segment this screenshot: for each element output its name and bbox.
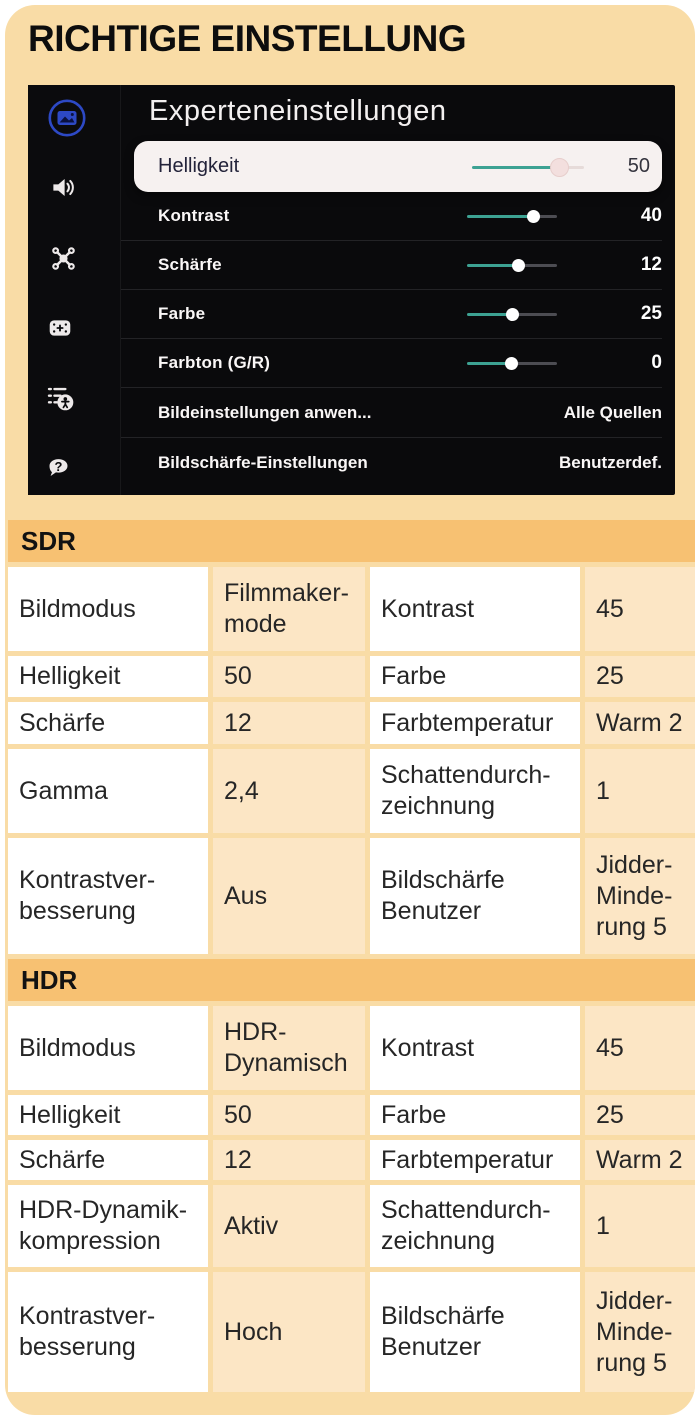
tv-sidebar bbox=[28, 85, 121, 495]
table-cell-label: Kontrast bbox=[370, 1006, 580, 1090]
table-cell-label: HDR-Dynamik-kompression bbox=[8, 1185, 208, 1267]
table-cell-label: Farbtemperatur bbox=[370, 702, 580, 744]
table-cell-label: Bildmodus bbox=[8, 567, 208, 651]
display-focus-icon[interactable] bbox=[47, 315, 73, 346]
table-section-header-hdr: HDR bbox=[8, 959, 695, 1001]
slider-track[interactable] bbox=[467, 257, 557, 273]
menu-item-row[interactable] bbox=[121, 387, 662, 437]
svg-text:?: ? bbox=[54, 458, 63, 474]
slider-value: 25 bbox=[640, 303, 662, 324]
table-cell-value: 25 bbox=[585, 656, 695, 697]
slider-label: Farbton (G/R) bbox=[158, 353, 271, 372]
table-cell-value: Warm 2 bbox=[585, 702, 695, 744]
table-cell-label: Kontrastver-besserung bbox=[8, 838, 208, 954]
table-cell-value: 2,4 bbox=[213, 749, 365, 833]
table-cell-value: 1 bbox=[585, 1185, 695, 1267]
page-title: RICHTIGE EINSTELLUNG bbox=[28, 18, 467, 59]
table-cell-label: Helligkeit bbox=[8, 1095, 208, 1135]
slider-track[interactable] bbox=[472, 157, 584, 177]
tv-settings-screenshot bbox=[28, 85, 675, 495]
table-cell-value: 50 bbox=[213, 1095, 365, 1135]
table-cell-value: HDR-Dynamisch bbox=[213, 1006, 365, 1090]
table-cell-label: Schattendurch-zeichnung bbox=[370, 1185, 580, 1267]
table-cell-label: Schärfe bbox=[8, 702, 208, 744]
table-cell-value: 45 bbox=[585, 1006, 695, 1090]
table-cell-value: Jidder-Minde-rung 5 bbox=[585, 838, 695, 954]
settings-table-sdr bbox=[8, 567, 695, 954]
menu-item-value: Benutzerdef. bbox=[559, 452, 662, 472]
slider-track[interactable] bbox=[467, 355, 557, 371]
slider-knob[interactable] bbox=[505, 357, 518, 370]
table-cell-label: Bildschärfe Benutzer bbox=[370, 1272, 580, 1392]
slider-value: 40 bbox=[640, 205, 662, 226]
slider-knob[interactable] bbox=[550, 158, 569, 177]
table-cell-value: 12 bbox=[213, 1140, 365, 1180]
tv-menu-panel bbox=[121, 85, 675, 495]
table-cell-label: Helligkeit bbox=[8, 656, 208, 697]
table-cell-value: Warm 2 bbox=[585, 1140, 695, 1180]
table-cell-value: 1 bbox=[585, 749, 695, 833]
menu-item-label: Bildeinstellungen anwen... bbox=[158, 402, 372, 422]
table-cell-label: Kontrast bbox=[370, 567, 580, 651]
support-icon[interactable] bbox=[45, 454, 72, 486]
table-cell-label: Schattendurch-zeichnung bbox=[370, 749, 580, 833]
table-cell-value: Aus bbox=[213, 838, 365, 954]
slider-fill bbox=[467, 215, 534, 218]
table-cell-value: 45 bbox=[585, 567, 695, 651]
settings-tables bbox=[8, 520, 695, 1397]
menu-item-row[interactable] bbox=[121, 437, 662, 487]
slider-value: 50 bbox=[627, 155, 650, 177]
slider-knob[interactable] bbox=[512, 259, 525, 272]
slider-label: Farbe bbox=[158, 304, 206, 323]
table-cell-value: Jidder-Minde-rung 5 bbox=[585, 1272, 695, 1392]
slider-row[interactable] bbox=[121, 192, 662, 240]
table-cell-label: Bildmodus bbox=[8, 1006, 208, 1090]
table-cell-label: Gamma bbox=[8, 749, 208, 833]
slider-row[interactable] bbox=[121, 338, 662, 387]
table-cell-label: Farbe bbox=[370, 656, 580, 697]
sound-icon[interactable] bbox=[50, 174, 77, 206]
slider-track[interactable] bbox=[467, 208, 557, 224]
table-cell-value: 12 bbox=[213, 702, 365, 744]
slider-value: 0 bbox=[651, 352, 662, 373]
table-cell-label: Bildschärfe Benutzer bbox=[370, 838, 580, 954]
accessibility-menu-icon[interactable] bbox=[46, 383, 75, 417]
table-section-header-sdr: SDR bbox=[8, 520, 695, 562]
slider-row[interactable] bbox=[121, 289, 662, 338]
slider-fill bbox=[467, 264, 519, 267]
table-cell-value: Aktiv bbox=[213, 1185, 365, 1267]
slider-label: Schärfe bbox=[158, 255, 222, 274]
slider-rest bbox=[513, 313, 558, 316]
slider-value: 12 bbox=[640, 254, 662, 275]
settings-guide-card bbox=[5, 5, 695, 1415]
slider-fill bbox=[472, 166, 560, 169]
table-cell-value: Hoch bbox=[213, 1272, 365, 1392]
slider-label: Helligkeit bbox=[158, 155, 240, 177]
menu-item-value: Alle Quellen bbox=[563, 402, 662, 422]
slider-knob[interactable] bbox=[506, 308, 519, 321]
slider-row[interactable] bbox=[134, 141, 662, 192]
menu-item-label: Bildschärfe-Einstellungen bbox=[158, 452, 368, 472]
connection-icon[interactable] bbox=[50, 245, 77, 277]
table-cell-value: 25 bbox=[585, 1095, 695, 1135]
table-cell-label: Kontrastver-besserung bbox=[8, 1272, 208, 1392]
slider-label: Kontrast bbox=[158, 206, 230, 225]
picture-icon[interactable] bbox=[48, 99, 86, 142]
slider-knob[interactable] bbox=[527, 210, 540, 223]
slider-rest bbox=[512, 362, 558, 365]
tv-menu-title: Experteneinstellungen bbox=[149, 95, 447, 127]
table-cell-label: Farbe bbox=[370, 1095, 580, 1135]
table-cell-value: Filmmaker-mode bbox=[213, 567, 365, 651]
table-cell-label: Schärfe bbox=[8, 1140, 208, 1180]
slider-row[interactable] bbox=[121, 240, 662, 289]
slider-track[interactable] bbox=[467, 306, 557, 322]
table-cell-label: Farbtemperatur bbox=[370, 1140, 580, 1180]
settings-table-hdr bbox=[8, 1006, 695, 1392]
table-cell-value: 50 bbox=[213, 656, 365, 697]
